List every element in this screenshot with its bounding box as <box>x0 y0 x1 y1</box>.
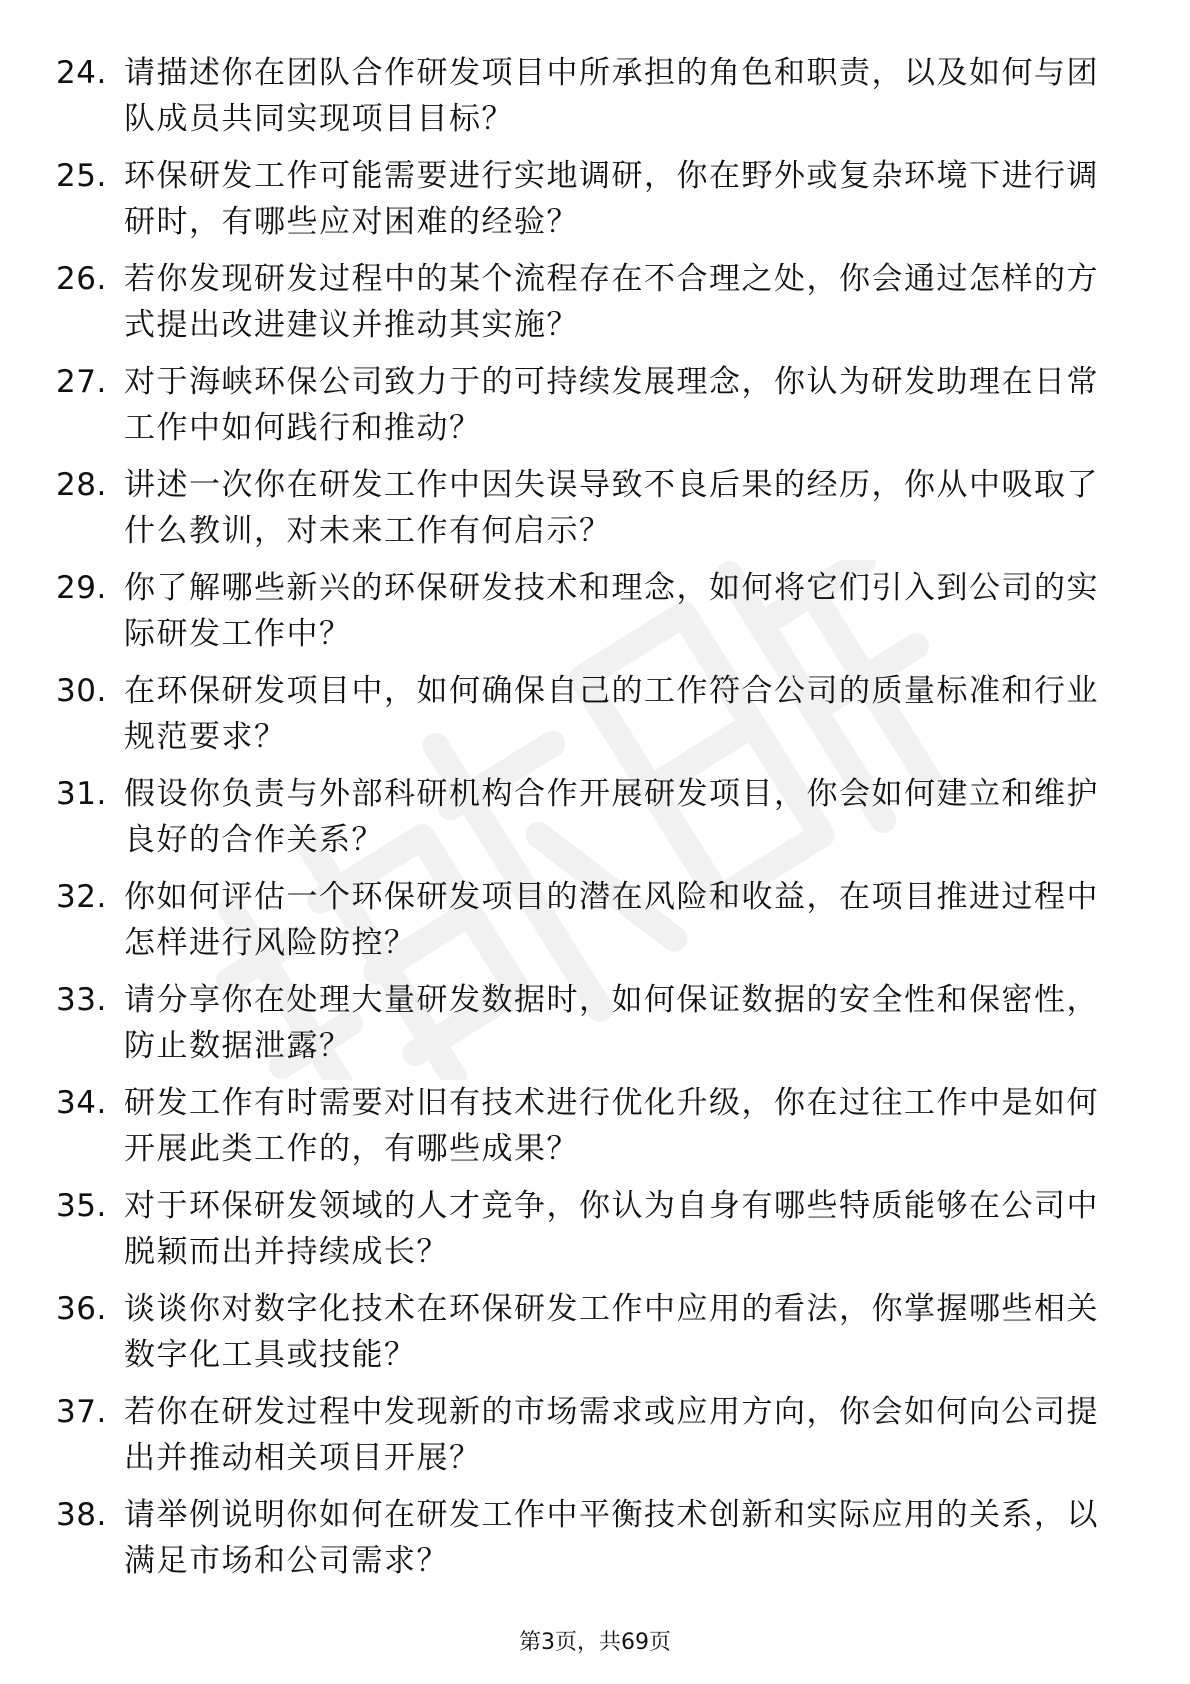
question-item <box>56 874 1116 966</box>
question-item <box>56 1183 1116 1275</box>
question-text: 若你发现研发过程中的某个流程存在不合理之处，你会通过怎样的方式提出改进建议并推动其实施？ <box>124 261 1099 343</box>
question-item <box>56 359 1116 451</box>
question-number: 33. <box>56 982 107 1018</box>
question-text: 在环保研发项目中，如何确保自己的工作符合公司的质量标准和行业规范要求？ <box>124 673 1099 755</box>
question-text: 请举例说明你如何在研发工作中平衡技术创新和实际应用的关系，以满足市场和公司需求？ <box>124 1497 1099 1579</box>
question-text: 谈谈你对数字化技术在环保研发工作中应用的看法，你掌握哪些相关数字化工具或技能？ <box>124 1291 1099 1373</box>
question-text: 假设你负责与外部科研机构合作开展研发项目，你会如何建立和维护良好的合作关系？ <box>124 776 1099 858</box>
question-item <box>56 771 1116 863</box>
question-number: 30. <box>56 673 107 709</box>
question-text: 你如何评估一个环保研发项目的潜在风险和收益，在项目推进过程中怎样进行风险防控？ <box>124 879 1099 961</box>
question-item <box>56 153 1116 245</box>
question-item <box>56 256 1116 348</box>
question-text: 对于环保研发领域的人才竞争，你认为自身有哪些特质能够在公司中脱颖而出并持续成长？ <box>124 1188 1099 1270</box>
question-item <box>56 977 1116 1069</box>
question-text: 讲述一次你在研发工作中因失误导致不良后果的经历，你从中吸取了什么教训，对未来工作有何启示？ <box>124 467 1099 549</box>
question-number: 29. <box>56 570 107 606</box>
question-item <box>56 462 1116 554</box>
question-item <box>56 50 1116 142</box>
question-number: 26. <box>56 261 107 297</box>
question-number: 28. <box>56 467 107 503</box>
question-text: 请描述你在团队合作研发项目中所承担的角色和职责，以及如何与团队成员共同实现项目目标？ <box>124 55 1099 137</box>
question-text: 若你在研发过程中发现新的市场需求或应用方向，你会如何向公司提出并推动相关项目开展？ <box>124 1394 1099 1476</box>
question-item <box>56 565 1116 657</box>
question-text: 你了解哪些新兴的环保研发技术和理念，如何将它们引入到公司的实际研发工作中？ <box>124 570 1099 652</box>
question-item <box>56 1286 1116 1378</box>
question-number: 35. <box>56 1188 107 1224</box>
question-item <box>56 1492 1116 1584</box>
question-text: 环保研发工作可能需要进行实地调研，你在野外或复杂环境下进行调研时，有哪些应对困难的经验？ <box>124 158 1099 240</box>
question-number: 25. <box>56 158 107 194</box>
question-number: 27. <box>56 364 107 400</box>
question-number: 38. <box>56 1497 107 1533</box>
question-number: 37. <box>56 1394 107 1430</box>
question-number: 31. <box>56 776 107 812</box>
page-footer: 第3页，共69页 <box>519 1630 671 1655</box>
question-item <box>56 1389 1116 1481</box>
question-number: 32. <box>56 879 107 915</box>
question-text: 研发工作有时需要对旧有技术进行优化升级，你在过往工作中是如何开展此类工作的，有哪些成果？ <box>124 1085 1099 1167</box>
question-number: 34. <box>56 1085 107 1121</box>
question-item <box>56 668 1116 760</box>
question-text: 对于海峡环保公司致力于的可持续发展理念，你认为研发助理在日常工作中如何践行和推动？ <box>124 364 1099 446</box>
question-list <box>56 50 1116 1595</box>
question-item <box>56 1080 1116 1172</box>
question-number: 36. <box>56 1291 107 1327</box>
question-text: 请分享你在处理大量研发数据时，如何保证数据的安全性和保密性，防止数据泄露？ <box>124 982 1099 1064</box>
question-number: 24. <box>56 55 107 91</box>
